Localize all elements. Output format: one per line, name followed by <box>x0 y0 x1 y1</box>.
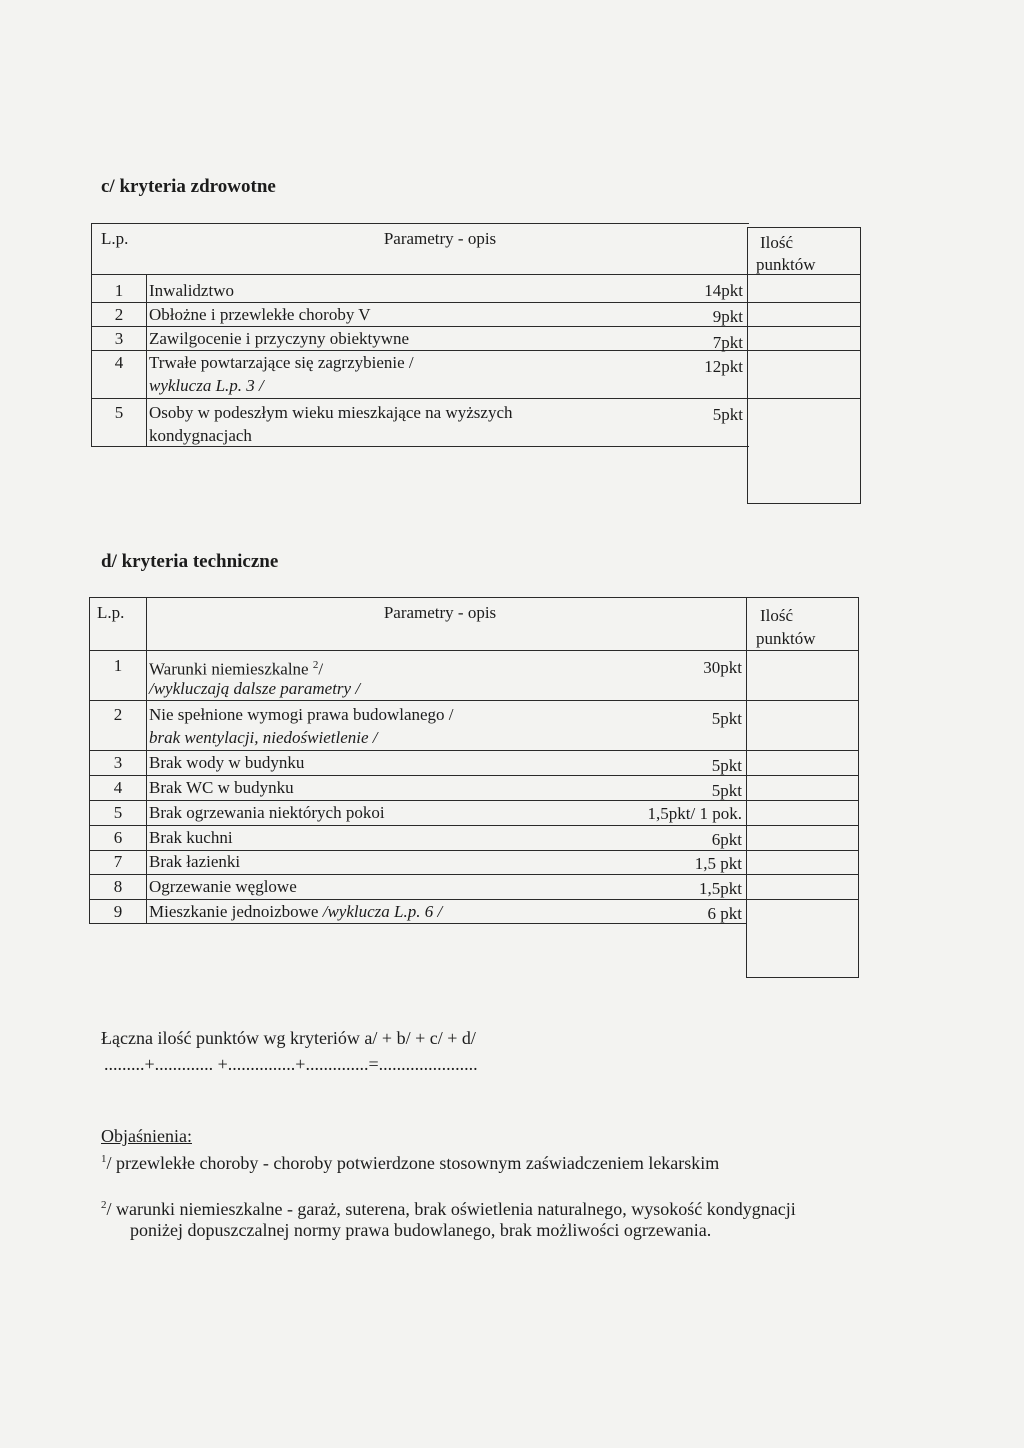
col-header-desc: Parametry - opis <box>383 229 497 248</box>
row-points: 9pkt <box>712 307 743 326</box>
row-points: 30pkt <box>703 658 742 677</box>
table-border <box>747 503 861 504</box>
row-number: 9 <box>113 902 123 921</box>
col-header-lp: L.p. <box>101 229 129 248</box>
row-points: 14pkt <box>704 281 743 300</box>
table-border <box>91 274 861 275</box>
table-border <box>747 227 748 504</box>
table-border <box>91 446 749 447</box>
table-border <box>89 750 859 751</box>
table-border <box>89 825 859 826</box>
row-number: 1 <box>114 281 124 300</box>
row-points: 5pkt <box>711 709 742 728</box>
row-description-note: /wykluczają dalsze parametry / <box>149 679 361 698</box>
row-number: 3 <box>114 329 124 348</box>
table-border <box>91 326 861 327</box>
table-border <box>146 274 147 447</box>
row-description: Trwałe powtarzające się zagrzybienie / <box>149 353 414 372</box>
row-number: 3 <box>113 753 123 772</box>
table-border <box>89 899 859 900</box>
row-description: Brak wody w budynku <box>149 753 305 772</box>
table-border <box>89 874 859 875</box>
row-points: 5pkt <box>711 781 742 800</box>
row-points: 6pkt <box>711 830 742 849</box>
row-description: Inwalidztwo <box>149 281 234 300</box>
row-description: Warunki niemieszkalne $^2$/ <box>149 659 324 679</box>
table-border <box>89 650 859 651</box>
row-description: Zawilgocenie i przyczyny obiektywne <box>149 329 410 348</box>
col-header-points: Ilość <box>760 233 794 252</box>
section-d-heading: d/ kryteria techniczne <box>101 551 279 572</box>
row-points: 7pkt <box>712 333 743 352</box>
row-number: 6 <box>113 828 123 847</box>
row-description: Ogrzewanie węglowe <box>149 877 297 896</box>
table-border <box>858 597 859 978</box>
table-border <box>91 398 861 399</box>
row-number: 1 <box>113 656 123 675</box>
total-points-label: Łączna ilość punktów wg kryteriów a/ + b/ + c/ + d/ <box>101 1028 476 1048</box>
table-border <box>747 227 861 228</box>
row-description: Obłożne i przewlekłe choroby V <box>149 305 371 324</box>
col-header-desc: Parametry - opis <box>383 603 497 622</box>
row-description: Osoby w podeszłym wieku mieszkające na wyższych <box>149 403 513 422</box>
table-border <box>89 800 859 801</box>
col-header-points: Ilość <box>760 606 794 625</box>
section-c-heading: c/ kryteria zdrowotne <box>101 176 276 197</box>
table-border <box>89 700 859 701</box>
row-number: 5 <box>113 803 123 822</box>
row-description: Brak łazienki <box>149 852 241 871</box>
row-number: 2 <box>114 305 124 324</box>
row-description-cont: kondygnacjach <box>149 426 252 445</box>
row-number: 4 <box>113 778 123 797</box>
row-description: Brak ogrzewania niektórych pokoi <box>149 803 385 822</box>
table-border <box>860 227 861 504</box>
row-number: 7 <box>113 852 123 871</box>
row-number: 4 <box>114 353 124 372</box>
table-border <box>746 597 747 978</box>
row-number: 8 <box>113 877 123 896</box>
col-header-points: punktów <box>756 629 816 648</box>
col-header-points: punktów <box>756 255 816 274</box>
row-number: 5 <box>114 403 124 422</box>
row-points: 1,5pkt/ 1 pok. <box>647 804 742 823</box>
footnote-2: $^2$/ warunki niemieszkalne - garaż, suterena, brak oświetlenia naturalnego, wysokość kondygnacji <box>101 1199 796 1219</box>
table-border <box>91 223 749 224</box>
row-description-note: brak wentylacji, niedoświetlenie / <box>149 728 378 747</box>
row-description: Nie spełnione wymogi prawa budowlanego / <box>149 705 454 724</box>
table-border <box>91 350 861 351</box>
row-points: 6 pkt <box>707 904 742 923</box>
footnote-2-cont: poniżej dopuszczalnej normy prawa budowlanego, brak możliwości ogrzewania. <box>130 1220 712 1240</box>
total-points-formula: .........+............. +...............+..............=...................... <box>104 1054 478 1074</box>
row-points: 12pkt <box>704 357 743 376</box>
row-number: 2 <box>113 705 123 724</box>
row-description: Brak kuchni <box>149 828 233 847</box>
table-border <box>89 597 859 598</box>
row-points: 1,5 pkt <box>694 854 742 873</box>
table-border <box>746 977 859 978</box>
table-border <box>89 775 859 776</box>
row-points: 1,5pkt <box>699 879 742 898</box>
table-border <box>91 302 861 303</box>
footnote-1: $^1$/ przewlekłe choroby - choroby potwierdzone stosownym zaświadczeniem lekarskim <box>101 1153 720 1173</box>
row-points: 5pkt <box>712 405 743 424</box>
row-description-note: wyklucza L.p. 3 / <box>149 376 264 395</box>
col-header-lp: L.p. <box>97 603 125 622</box>
row-description: Mieszkanie jednoizbowe /wyklucza L.p. 6 / <box>149 902 443 921</box>
notes-title: Objaśnienia: <box>101 1126 192 1146</box>
row-description: Brak WC w budynku <box>149 778 294 797</box>
row-points: 5pkt <box>711 756 742 775</box>
